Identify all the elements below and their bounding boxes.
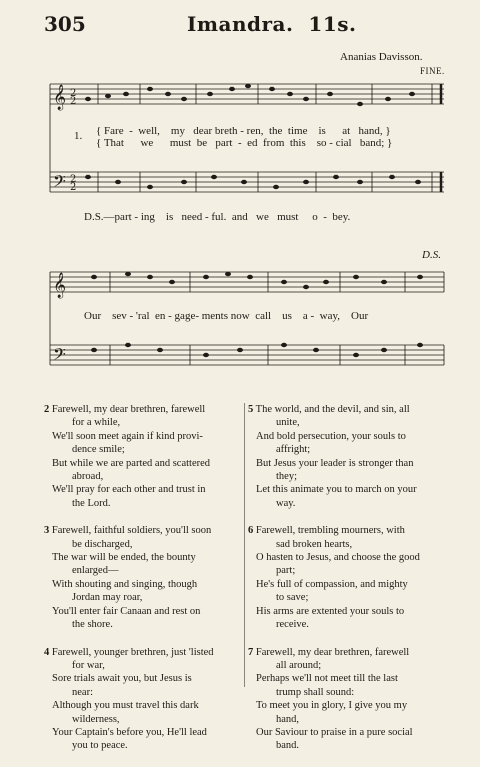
- svg-text:2: 2: [70, 182, 77, 193]
- stanza-number: 2: [44, 404, 50, 415]
- stanza-line: the Lord.: [72, 497, 111, 509]
- stanza-first-line: [44, 403, 240, 416]
- stanza-line: receive.: [276, 619, 309, 631]
- stanza-line: And bold persecution, your souls to: [256, 430, 406, 442]
- stanza-line: way.: [276, 497, 296, 509]
- stanza-line: wilderness,: [72, 713, 120, 725]
- stanza-first-line: [248, 524, 446, 537]
- stanza-line: Let this animate you to march on your: [256, 484, 417, 496]
- stanza-line: for war,: [72, 659, 105, 671]
- svg-text:𝄞: 𝄞: [53, 85, 67, 110]
- stanza-line: part;: [276, 565, 296, 577]
- lyrics-line-2: { That we must be part - ed from this so - cial band; }: [96, 137, 393, 149]
- stanza-line: near:: [72, 686, 93, 698]
- stanza-number: 4: [44, 646, 50, 658]
- stanza-line: He's full of compassion, and mighty: [256, 578, 408, 590]
- svg-text:𝄢: 𝄢: [53, 344, 66, 368]
- stanza-line: The war will be ended, the bounty: [52, 552, 196, 564]
- stanza-line: You'll enter fair Canaan and rest on: [52, 605, 201, 617]
- stanza-line: sad broken hearts,: [276, 538, 353, 550]
- stanza-line: the shore.: [72, 619, 113, 631]
- stanza-line: affright;: [276, 444, 311, 456]
- page-number: 305: [44, 12, 86, 36]
- stanza-4: [44, 646, 240, 753]
- stanza-line: Jordan may roar,: [72, 592, 143, 604]
- stanza-2: [44, 403, 240, 510]
- stanza-line: be discharged,: [72, 538, 133, 550]
- stanza-line: for a while,: [72, 417, 121, 429]
- stanza-line: trump shall sound:: [276, 686, 355, 698]
- fine-mark: FINE.: [420, 66, 445, 76]
- stanza-3: [44, 524, 240, 631]
- verses-right-column: [248, 403, 446, 767]
- stanza-line-text: Farewell, younger brethren, just 'listed: [49, 646, 214, 658]
- svg-text:2: 2: [70, 96, 77, 107]
- stanza-line: unite,: [276, 417, 300, 429]
- stanza-line: hand,: [276, 713, 300, 725]
- stanza-number: 6: [248, 525, 254, 537]
- stanza-number: 7: [248, 646, 254, 658]
- lyrics-ds-line: D.S.—part - ing is need - ful. and we must o - bey.: [84, 211, 351, 223]
- svg-text:𝄢: 𝄢: [53, 171, 66, 195]
- stanza-line: enlarged—: [72, 565, 119, 577]
- music-notation: [0, 0, 480, 380]
- stanza-first-line: [248, 646, 446, 659]
- verses-left-column: [44, 403, 240, 767]
- stanza-line: dence smile;: [72, 444, 125, 456]
- stanza-line: Although you must travel this dark: [52, 700, 199, 712]
- stanza-line: With shouting and singing, though: [52, 578, 198, 590]
- stanza-line: abroad,: [72, 471, 104, 483]
- stanza-line: We'll pray for each other and trust in: [52, 484, 206, 496]
- stanza-first-line: [44, 524, 240, 537]
- stanza-first-line: [44, 646, 240, 659]
- stanza-line: they;: [276, 471, 297, 483]
- svg-text:2: 2: [70, 88, 77, 99]
- stanza-line-text: Farewell, my dear brethren, farewell: [49, 404, 206, 415]
- stanza-line: O hasten to Jesus, and choose the good: [256, 552, 420, 564]
- stanza-line: His arms are extented your souls to: [256, 605, 405, 617]
- stanza-line-text: Farewell, my dear brethren, farewell: [253, 646, 410, 658]
- stanza-line: We'll soon meet again if kind provi-: [52, 430, 203, 442]
- tune-name: Imandra.: [187, 12, 294, 36]
- stanza-line: Our Saviour to praise in a pure social: [256, 726, 413, 738]
- ds-mark: D.S.: [422, 249, 441, 261]
- stanza-line: But Jesus your leader is stronger than: [256, 457, 414, 469]
- column-divider: [244, 403, 245, 687]
- composer: Ananias Davisson.: [340, 51, 423, 63]
- lyrics-line-3: Our sev - 'ral en - gage- ments now call us a - way, Our: [84, 310, 369, 322]
- stanza-line: all around;: [276, 659, 322, 671]
- stanza-6: [248, 524, 446, 631]
- svg-text:𝄞: 𝄞: [53, 273, 67, 298]
- stanza-line: Sore trials await you, but Jesus is: [52, 673, 192, 685]
- stanza-line: to save;: [276, 592, 309, 604]
- stanza-7: [248, 646, 446, 753]
- svg-text:2: 2: [70, 174, 77, 185]
- meter: 11s.: [308, 12, 357, 36]
- stanza-line: To meet you in glory, I give you my: [256, 700, 408, 712]
- lyrics-line-1: { Fare - well, my dear breth - ren, the time is at hand, }: [96, 125, 391, 137]
- verse-number-1: 1.: [74, 130, 83, 142]
- stanza-line: band.: [276, 740, 300, 752]
- stanza-line-text: Farewell, trembling mourners, with: [253, 525, 405, 537]
- stanza-line-text: Farewell, faithful soldiers, you'll soon: [49, 525, 212, 537]
- stanza-line-text: The world, and the devil, and sin, all: [253, 404, 410, 415]
- stanza-line: Perhaps we'll not meet till the last: [256, 673, 398, 685]
- stanza-line: you to peace.: [72, 740, 128, 752]
- stanza-line: Your Captain's before you, He'll lead: [52, 726, 207, 738]
- stanza-first-line: [248, 403, 446, 416]
- stanza-number: 3: [44, 525, 50, 537]
- stanza-5: [248, 403, 446, 510]
- stanza-line: But while we are parted and scattered: [52, 457, 211, 469]
- stanza-number: 5: [248, 404, 254, 415]
